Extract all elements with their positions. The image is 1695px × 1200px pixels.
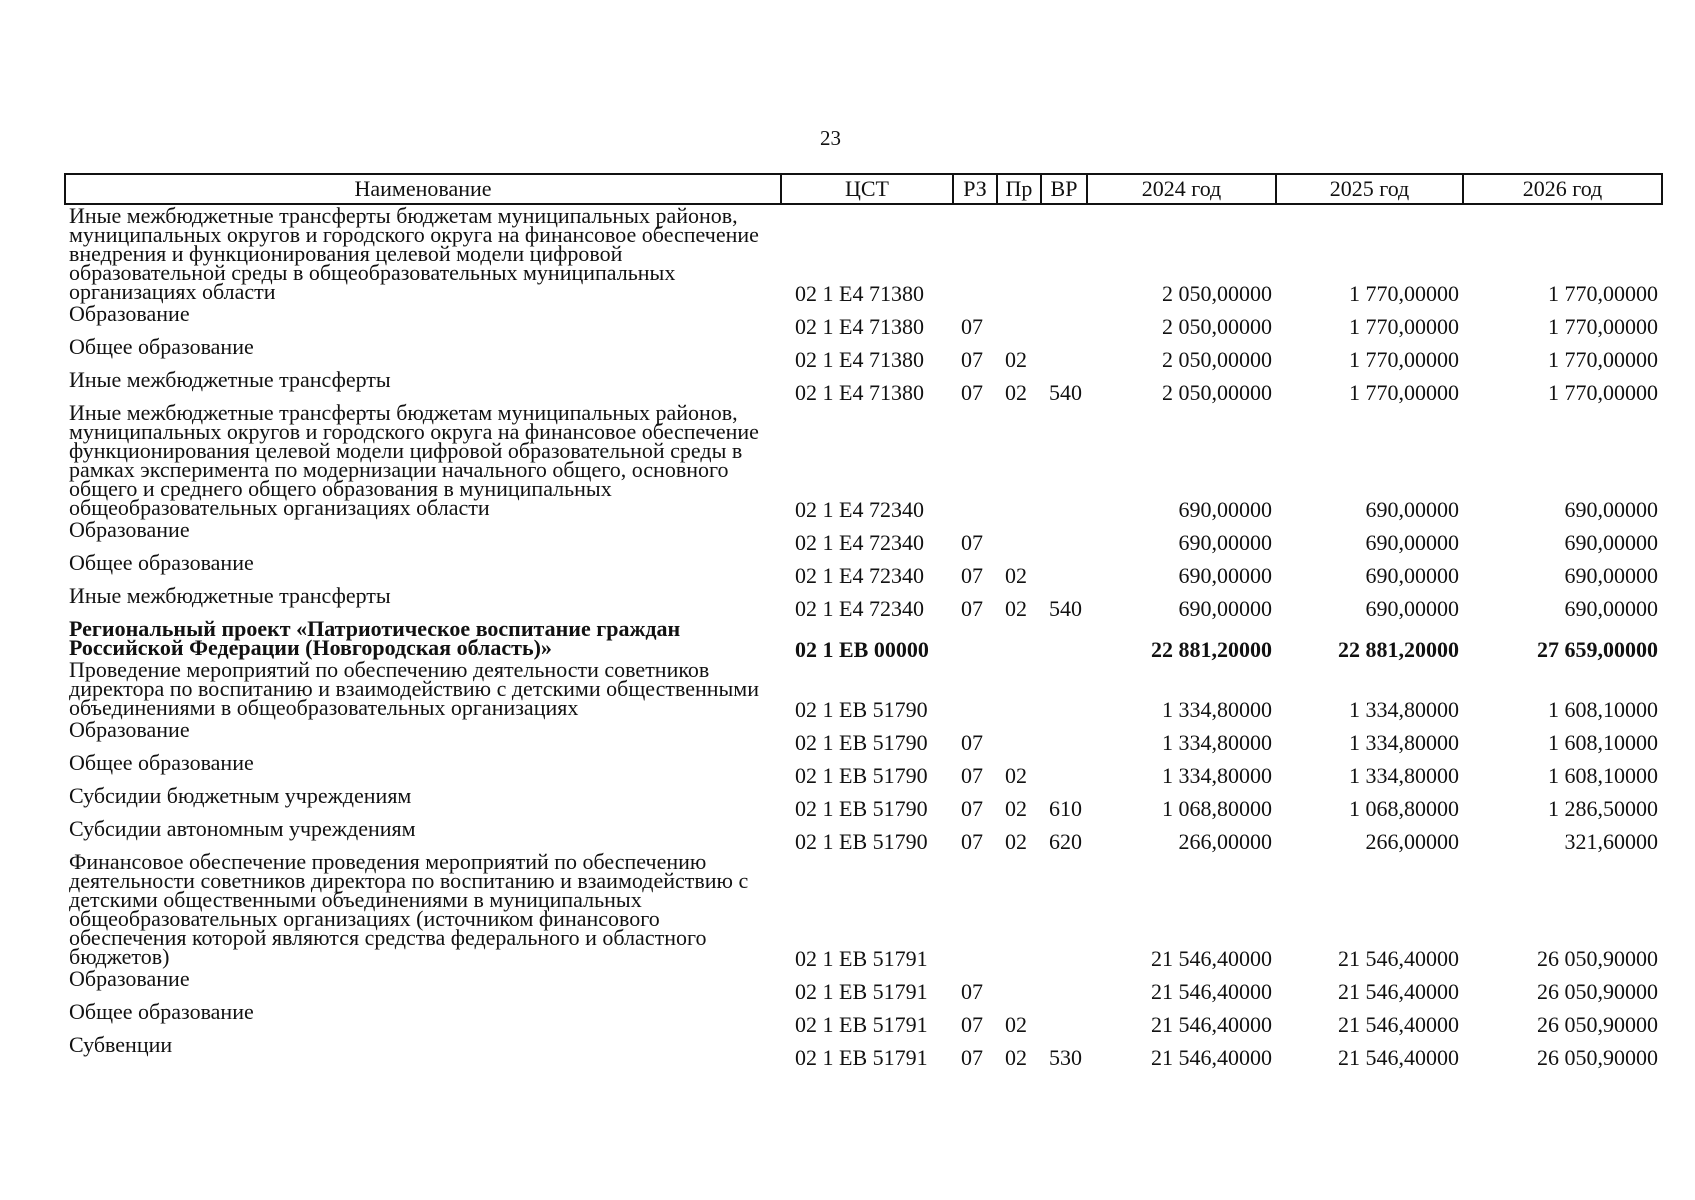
row-value-2026: 690,00000 xyxy=(1564,497,1658,522)
row-value-2025: 1 334,80000 xyxy=(1349,697,1459,722)
header-2024: 2024 год xyxy=(1087,174,1276,204)
table-row xyxy=(65,585,1662,618)
row-value-2026: 1 770,00000 xyxy=(1548,281,1658,306)
row-value-2025: 1 068,80000 xyxy=(1349,796,1459,821)
row-name: Образование xyxy=(69,301,190,326)
row-vr xyxy=(1041,659,1087,719)
row-pr: 02 xyxy=(1005,347,1027,372)
table-row xyxy=(65,552,1662,585)
row-value-2025: 21 546,40000 xyxy=(1338,946,1459,971)
row-cst: 02 1 E4 71380 xyxy=(795,314,924,339)
table-row xyxy=(65,968,1662,1001)
row-vr xyxy=(1041,336,1087,369)
row-pr: 02 xyxy=(1005,796,1027,821)
row-cst: 02 1 E4 71380 xyxy=(795,347,924,372)
row-rz xyxy=(953,618,997,659)
table-row xyxy=(65,785,1662,818)
header-vr: ВР xyxy=(1041,174,1087,204)
row-pr xyxy=(997,303,1041,336)
row-rz xyxy=(953,851,997,968)
row-value-2026: 321,60000 xyxy=(1564,829,1658,854)
row-value-2024: 690,00000 xyxy=(1178,596,1272,621)
header-cst: ЦСТ xyxy=(781,174,953,204)
row-value-2024: 1 334,80000 xyxy=(1162,697,1272,722)
row-name: Субсидии автономным учреждениям xyxy=(69,816,416,841)
table-row xyxy=(65,1001,1662,1034)
row-value-2025: 21 546,40000 xyxy=(1338,979,1459,1004)
row-name: Проведение мероприятий по обеспечению деятельности советников директора по воспитанию и взаимодействию с детскими общественными объединениями в общеобразовательных организациях xyxy=(69,657,760,720)
row-pr xyxy=(997,719,1041,752)
row-vr xyxy=(1041,618,1087,659)
table-row xyxy=(65,752,1662,785)
row-value-2026: 26 050,90000 xyxy=(1537,946,1658,971)
row-rz: 07 xyxy=(961,796,983,821)
row-value-2026: 690,00000 xyxy=(1564,530,1658,555)
row-pr: 02 xyxy=(1005,1012,1027,1037)
row-name: Субвенции xyxy=(69,1032,173,1057)
row-rz: 07 xyxy=(961,347,983,372)
row-value-2025: 21 546,40000 xyxy=(1338,1045,1459,1070)
row-cst: 02 1 E4 72340 xyxy=(795,596,924,621)
budget-table xyxy=(64,173,1663,1070)
row-vr: 540 xyxy=(1049,380,1082,405)
row-value-2026: 1 770,00000 xyxy=(1548,347,1658,372)
row-rz: 07 xyxy=(961,730,983,755)
row-value-2025: 1 770,00000 xyxy=(1349,380,1459,405)
row-rz: 07 xyxy=(961,314,983,339)
row-value-2025: 22 881,20000 xyxy=(1338,637,1459,662)
row-cst: 02 1 EB 51790 xyxy=(795,730,928,755)
row-name: Образование xyxy=(69,966,190,991)
row-vr xyxy=(1041,1001,1087,1034)
row-value-2024: 1 334,80000 xyxy=(1162,763,1272,788)
row-vr xyxy=(1041,851,1087,968)
row-name: Финансовое обеспечение проведения мероприятий по обеспечению деятельности советников директора по воспитанию и взаимодействию с детскими общественными объединениями в муниципальных общеобразовательных организациях (источником финансового обеспечения которой являются средства федерального и областного бюджетов) xyxy=(69,849,749,969)
row-value-2026: 690,00000 xyxy=(1564,596,1658,621)
row-value-2025: 1 770,00000 xyxy=(1349,347,1459,372)
row-rz xyxy=(953,204,997,303)
table-row xyxy=(65,818,1662,851)
row-rz xyxy=(953,402,997,519)
row-cst: 02 1 EB 51791 xyxy=(795,1045,928,1070)
row-cst: 02 1 E4 72340 xyxy=(795,563,924,588)
row-value-2026: 26 050,90000 xyxy=(1537,1045,1658,1070)
row-name: Общее образование xyxy=(69,999,254,1024)
row-vr: 620 xyxy=(1049,829,1082,854)
row-value-2024: 690,00000 xyxy=(1178,497,1272,522)
row-value-2026: 1 608,10000 xyxy=(1548,763,1658,788)
row-value-2025: 1 770,00000 xyxy=(1349,281,1459,306)
row-rz: 07 xyxy=(961,1045,983,1070)
row-pr: 02 xyxy=(1005,1045,1027,1070)
row-name: Субсидии бюджетным учреждениям xyxy=(69,783,412,808)
row-value-2024: 1 068,80000 xyxy=(1162,796,1272,821)
row-value-2024: 21 546,40000 xyxy=(1151,979,1272,1004)
row-pr xyxy=(997,618,1041,659)
row-name: Общее образование xyxy=(69,750,254,775)
row-pr: 02 xyxy=(1005,596,1027,621)
row-rz: 07 xyxy=(961,1012,983,1037)
row-vr xyxy=(1041,752,1087,785)
row-vr xyxy=(1041,719,1087,752)
table-row xyxy=(65,719,1662,752)
row-vr: 540 xyxy=(1049,596,1082,621)
row-pr xyxy=(997,204,1041,303)
row-pr: 02 xyxy=(1005,563,1027,588)
row-value-2024: 21 546,40000 xyxy=(1151,946,1272,971)
row-value-2025: 690,00000 xyxy=(1365,497,1459,522)
table-row xyxy=(65,402,1662,519)
row-value-2026: 1 286,50000 xyxy=(1548,796,1658,821)
table-row xyxy=(65,618,1662,659)
row-name: Общее образование xyxy=(69,550,254,575)
table-row xyxy=(65,851,1662,968)
row-value-2026: 26 050,90000 xyxy=(1537,1012,1658,1037)
row-pr xyxy=(997,659,1041,719)
row-value-2024: 690,00000 xyxy=(1178,563,1272,588)
row-name: Иные межбюджетные трансферты бюджетам муниципальных районов, муниципальных округов и городского округа на финансовое обеспечение функционирования целевой модели цифровой образовательной среды в рамках эксперимента по модернизации начального общего, основного общего и среднего общего образования в муниципальных общеобразовательных организациях области xyxy=(69,400,759,520)
row-cst: 02 1 E4 71380 xyxy=(795,380,924,405)
row-name: Общее образование xyxy=(69,334,254,359)
row-value-2025: 266,00000 xyxy=(1365,829,1459,854)
table-row xyxy=(65,519,1662,552)
row-cst: 02 1 EB 51791 xyxy=(795,979,928,1004)
row-pr xyxy=(997,968,1041,1001)
row-rz: 07 xyxy=(961,763,983,788)
row-cst: 02 1 EB 51791 xyxy=(795,946,928,971)
row-value-2025: 1 334,80000 xyxy=(1349,763,1459,788)
row-cst: 02 1 EB 51790 xyxy=(795,763,928,788)
row-value-2026: 26 050,90000 xyxy=(1537,979,1658,1004)
table-row xyxy=(65,204,1662,303)
row-rz: 07 xyxy=(961,596,983,621)
row-value-2024: 2 050,00000 xyxy=(1162,347,1272,372)
row-value-2024: 21 546,40000 xyxy=(1151,1012,1272,1037)
row-vr xyxy=(1041,968,1087,1001)
table-row xyxy=(65,369,1662,402)
row-name: Иные межбюджетные трансферты бюджетам муниципальных районов, муниципальных округов и городского округа на финансовое обеспечение внедрения и функционирования целевой модели цифровой образовательной среды в общеобразовательных муниципальных организациях области xyxy=(69,203,759,304)
row-value-2024: 2 050,00000 xyxy=(1162,314,1272,339)
row-name: Образование xyxy=(69,517,190,542)
row-cst: 02 1 EB 51790 xyxy=(795,829,928,854)
row-name: Образование xyxy=(69,717,190,742)
row-value-2025: 690,00000 xyxy=(1365,530,1459,555)
row-cst: 02 1 EB 51790 xyxy=(795,697,928,722)
row-value-2026: 1 608,10000 xyxy=(1548,697,1658,722)
row-value-2026: 27 659,00000 xyxy=(1537,637,1658,662)
row-vr xyxy=(1041,402,1087,519)
row-name: Иные межбюджетные трансферты xyxy=(69,583,391,608)
row-pr xyxy=(997,519,1041,552)
row-value-2025: 690,00000 xyxy=(1365,563,1459,588)
row-vr: 610 xyxy=(1049,796,1082,821)
row-value-2026: 1 770,00000 xyxy=(1548,314,1658,339)
row-value-2026: 1 608,10000 xyxy=(1548,730,1658,755)
row-vr xyxy=(1041,552,1087,585)
row-pr: 02 xyxy=(1005,380,1027,405)
page-number: 23 xyxy=(820,126,841,150)
row-rz: 07 xyxy=(961,530,983,555)
row-cst: 02 1 EB 51791 xyxy=(795,1012,928,1037)
header-row xyxy=(65,174,1662,204)
row-value-2025: 690,00000 xyxy=(1365,596,1459,621)
row-pr: 02 xyxy=(1005,829,1027,854)
row-value-2024: 2 050,00000 xyxy=(1162,281,1272,306)
header-name: Наименование xyxy=(65,174,781,204)
row-value-2025: 1 770,00000 xyxy=(1349,314,1459,339)
row-cst: 02 1 EB 51790 xyxy=(795,796,928,821)
row-pr: 02 xyxy=(1005,763,1027,788)
row-value-2024: 22 881,20000 xyxy=(1151,637,1272,662)
table-row xyxy=(65,336,1662,369)
row-rz: 07 xyxy=(961,979,983,1004)
row-name: Иные межбюджетные трансферты xyxy=(69,367,391,392)
row-value-2026: 1 770,00000 xyxy=(1548,380,1658,405)
table-row xyxy=(65,659,1662,719)
table-body xyxy=(65,203,1662,1070)
row-value-2024: 690,00000 xyxy=(1178,530,1272,555)
row-value-2025: 1 334,80000 xyxy=(1349,730,1459,755)
row-vr xyxy=(1041,204,1087,303)
table-row xyxy=(65,303,1662,336)
table-header xyxy=(65,174,1662,204)
row-value-2025: 21 546,40000 xyxy=(1338,1012,1459,1037)
header-2026: 2026 год xyxy=(1463,174,1662,204)
header-2025: 2025 год xyxy=(1276,174,1463,204)
row-rz xyxy=(953,659,997,719)
row-vr: 530 xyxy=(1049,1045,1082,1070)
table-row xyxy=(65,1034,1662,1067)
row-cst: 02 1 EB 00000 xyxy=(795,637,929,662)
row-rz: 07 xyxy=(961,380,983,405)
row-value-2026: 690,00000 xyxy=(1564,563,1658,588)
row-pr xyxy=(997,402,1041,519)
row-cst: 02 1 E4 72340 xyxy=(795,530,924,555)
row-value-2024: 266,00000 xyxy=(1178,829,1272,854)
row-vr xyxy=(1041,519,1087,552)
row-pr xyxy=(997,851,1041,968)
row-cst: 02 1 E4 71380 xyxy=(795,281,924,306)
header-pr: Пр xyxy=(997,174,1041,204)
row-value-2024: 21 546,40000 xyxy=(1151,1045,1272,1070)
row-value-2024: 2 050,00000 xyxy=(1162,380,1272,405)
row-rz: 07 xyxy=(961,563,983,588)
row-rz: 07 xyxy=(961,829,983,854)
row-name: Региональный проект «Патриотическое воспитание граждан Российской Федерации (Новгородская область)» xyxy=(69,616,681,660)
row-cst: 02 1 E4 72340 xyxy=(795,497,924,522)
row-vr xyxy=(1041,303,1087,336)
header-rz: РЗ xyxy=(953,174,997,204)
row-value-2024: 1 334,80000 xyxy=(1162,730,1272,755)
